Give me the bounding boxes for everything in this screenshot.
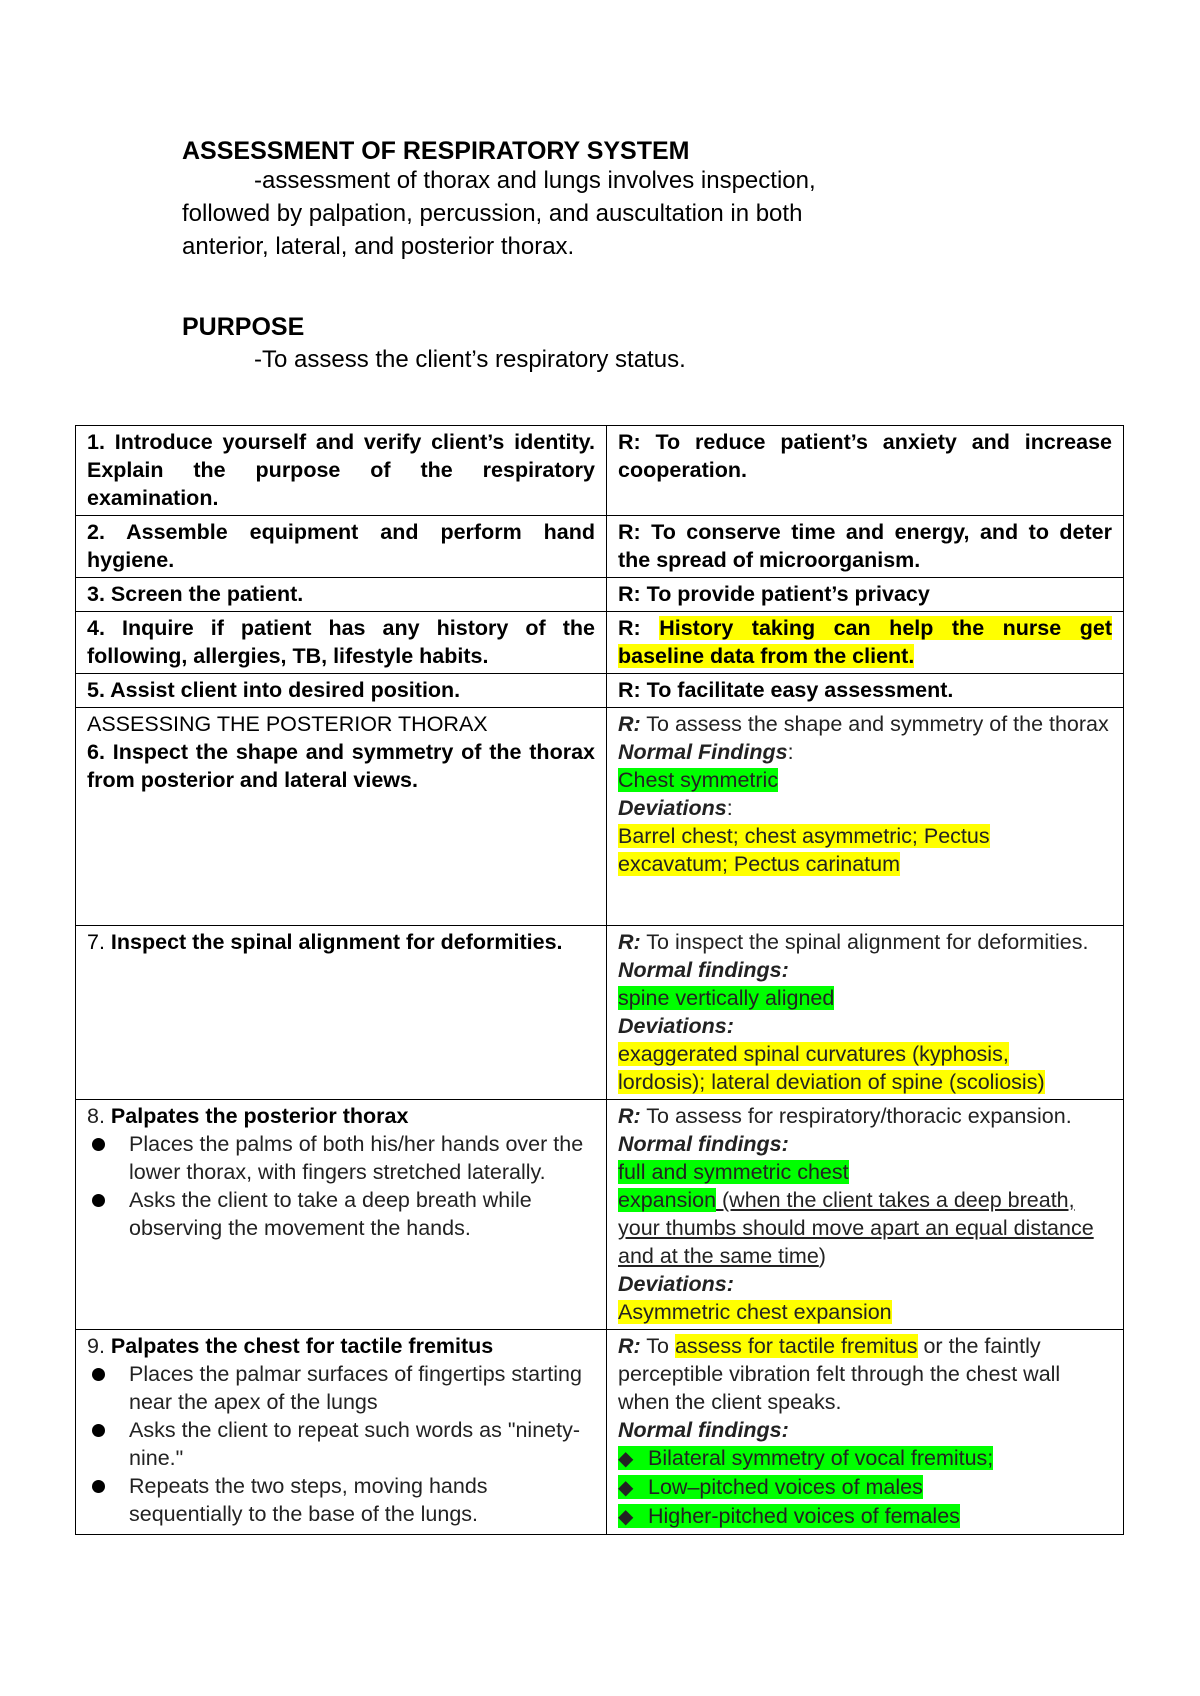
section-heading: ASSESSING THE POSTERIOR THORAX <box>87 712 488 736</box>
step-action: Inquire if patient has any history of the following, allergies, TB, lifestyle habits. <box>87 616 595 668</box>
rationale-line <box>618 710 1112 738</box>
rationale-prefix: R: <box>618 616 660 640</box>
step-action: Assist client into desired position. <box>110 678 461 702</box>
list-item: ◆ Bilateral symmetry of vocal fremitus; <box>618 1444 1112 1473</box>
step-rationale: R: To conserve time and energy, and to deter the spread of microorganism. <box>618 520 1112 572</box>
normal-findings-list <box>618 1444 1112 1531</box>
rationale-text: To assess for respiratory/thoracic expansion. <box>640 1104 1072 1128</box>
step-action-cell <box>76 1330 607 1535</box>
step-action: Inspect the spinal alignment for deformities. <box>110 930 563 954</box>
step-heading <box>87 1102 595 1130</box>
deviations-value: Asymmetric chest expansion <box>618 1300 892 1324</box>
step-action: Introduce yourself and verify client’s identity. Explain the purpose of the respiratory examination. <box>87 430 595 510</box>
normal-findings-label: Normal Findings: <box>618 740 794 764</box>
step-action: Palpates the posterior thorax <box>110 1104 409 1128</box>
step-bullets <box>87 1360 595 1528</box>
rationale-line: R: To assess for tactile fremitus or the faintly perceptible vibration felt through the chest wall when the client speaks. <box>618 1334 1061 1414</box>
table-row <box>76 612 1124 674</box>
step-action-cell <box>76 578 607 612</box>
step-number: 2. <box>87 520 105 544</box>
list-item: Repeats the two steps, moving hands sequentially to the base of the lungs. <box>87 1472 595 1528</box>
list-item: Asks the client to take a deep breath while observing the movement the hands. <box>87 1186 595 1242</box>
step-number: 5. <box>87 678 105 702</box>
step-action: Palpates the chest for tactile fremitus <box>110 1334 494 1358</box>
normal-findings-label: Normal findings: <box>618 1132 789 1156</box>
step-rationale-cell <box>607 578 1124 612</box>
list-item: ◆ Higher-pitched voices of females <box>618 1502 1112 1531</box>
step-action: Screen the patient. <box>110 582 304 606</box>
normal-findings-label: Normal findings: <box>618 958 789 982</box>
step-bullets <box>87 1130 595 1242</box>
deviations-label: Deviations: <box>618 1014 734 1038</box>
intro-line-2: followed by palpation, percussion, and auscultation in both <box>182 200 803 227</box>
page-title: ASSESSMENT OF RESPIRATORY SYSTEM <box>182 137 690 165</box>
step-rationale-cell <box>607 1100 1124 1330</box>
list-item: Asks the client to repeat such words as "ninety-nine." <box>87 1416 595 1472</box>
step-action-cell <box>76 674 607 708</box>
step-rationale: R: To reduce patient’s anxiety and increase cooperation. <box>618 430 1112 482</box>
step-rationale: R: To provide patient’s privacy <box>618 582 930 606</box>
rationale-label: R: <box>618 1104 641 1128</box>
step-number: 7. <box>87 930 105 954</box>
normal-findings-value: Chest symmetric <box>618 768 779 792</box>
step-action-block <box>87 738 595 794</box>
table-row <box>76 516 1124 578</box>
step-action-cell <box>76 612 607 674</box>
step-rationale-cell <box>607 612 1124 674</box>
deviations-value: exaggerated spinal curvatures (kyphosis, lordosis); lateral deviation of spine (scoliosis) <box>618 1042 1045 1094</box>
list-item: Places the palmar surfaces of fingertips starting near the apex of the lungs <box>87 1360 595 1416</box>
intro-line-1: -assessment of thorax and lungs involves inspection, <box>254 167 816 194</box>
purpose-text: -To assess the client’s respiratory status. <box>254 346 686 373</box>
table-row <box>76 674 1124 708</box>
list-item: Places the palms of both his/her hands over the lower thorax, with fingers stretched laterally. <box>87 1130 595 1186</box>
step-rationale-cell <box>607 674 1124 708</box>
step-number: 3. <box>87 582 105 606</box>
procedure-table <box>75 425 1124 1535</box>
step-action-cell <box>76 516 607 578</box>
step-action: Inspect the shape and symmetry of the thorax from posterior and lateral views. <box>87 740 595 792</box>
rationale-highlight: assess for tactile fremitus <box>674 1334 918 1358</box>
intro-line-3: anterior, lateral, and posterior thorax. <box>182 233 575 260</box>
table-row <box>76 578 1124 612</box>
rationale-line <box>618 928 1112 956</box>
purpose-paragraph <box>182 343 686 376</box>
normal-findings-label: Normal findings: <box>618 1418 789 1442</box>
list-item: ◆ Low–pitched voices of males <box>618 1473 1112 1502</box>
step-rationale-cell <box>607 926 1124 1100</box>
table-row <box>76 1330 1124 1535</box>
deviations-label: Deviations: <box>618 796 733 820</box>
step-rationale: R: To facilitate easy assessment. <box>618 678 954 702</box>
step-number: 4. <box>87 616 105 640</box>
deviations-value: Barrel chest; chest asymmetric; Pectus excavatum; Pectus carinatum <box>618 824 990 876</box>
intro-paragraph <box>182 164 816 263</box>
step-rationale-cell <box>607 1330 1124 1535</box>
rationale-text: To inspect the spinal alignment for deformities. <box>640 930 1089 954</box>
step-action-cell <box>76 426 607 516</box>
table-row <box>76 926 1124 1100</box>
rationale-line <box>618 1102 1112 1130</box>
table-row <box>76 708 1124 926</box>
rationale-label: R: <box>618 1334 641 1358</box>
step-rationale-cell <box>607 426 1124 516</box>
step-rationale-cell <box>607 516 1124 578</box>
deviations-label: Deviations: <box>618 1272 734 1296</box>
rationale-text: To assess the shape and symmetry of the thorax <box>640 712 1109 736</box>
step-number: 9. <box>87 1334 105 1358</box>
step-number: 1. <box>87 430 105 454</box>
purpose-heading: PURPOSE <box>182 313 305 341</box>
step-number: 8. <box>87 1104 105 1128</box>
diamond-bullet-icon: ◆ <box>618 1506 634 1528</box>
normal-findings-value: spine vertically aligned <box>618 986 835 1010</box>
step-action: Assemble equipment and perform hand hygiene. <box>87 520 595 572</box>
table-row <box>76 1100 1124 1330</box>
table-row <box>76 426 1124 516</box>
step-rationale-cell <box>607 708 1124 926</box>
step-heading <box>87 1332 595 1360</box>
rationale-label: R: <box>618 930 641 954</box>
diamond-bullet-icon: ◆ <box>618 1448 634 1470</box>
rationale-label: R: <box>618 712 641 736</box>
diamond-bullet-icon: ◆ <box>618 1477 634 1499</box>
step-number: 6. <box>87 740 105 764</box>
step-action-cell <box>76 708 607 926</box>
normal-findings-value: full and symmetric chest expansion (when the client takes a deep breath, your thumbs should move apart an equal distance and at the same time) <box>618 1160 1094 1268</box>
step-action-cell <box>76 1100 607 1330</box>
step-action-cell <box>76 926 607 1100</box>
rationale-highlight: History taking can help the nurse get baseline data from the client. <box>618 616 1112 668</box>
